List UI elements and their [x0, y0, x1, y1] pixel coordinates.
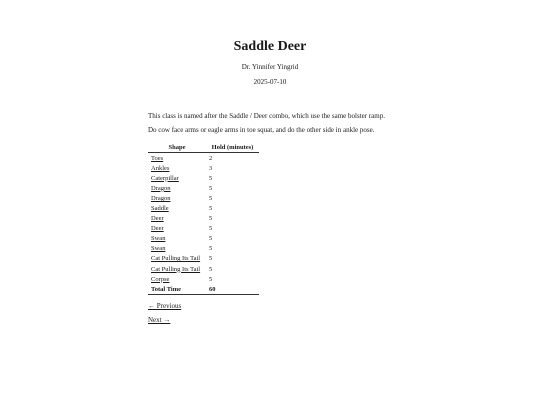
- next-link[interactable]: Next →: [148, 316, 171, 324]
- table-row: [148, 193, 259, 203]
- total-label: Total Time: [148, 284, 206, 295]
- hold-value: 5: [209, 205, 213, 213]
- hold-value: 5: [209, 275, 213, 283]
- table-row: [148, 163, 259, 173]
- shape-link[interactable]: Dragon: [151, 194, 171, 202]
- shape-link[interactable]: Toes: [151, 154, 164, 162]
- hold-value: 5: [209, 255, 213, 263]
- table-row: [148, 214, 259, 224]
- table-row: [148, 153, 259, 164]
- shape-link[interactable]: Deer: [151, 215, 164, 223]
- shape-link[interactable]: Saddle: [151, 205, 169, 213]
- shape-link[interactable]: Caterpillar: [151, 174, 179, 182]
- table-row: [148, 224, 259, 234]
- shape-link[interactable]: Cat Pulling Its Tail: [151, 265, 201, 273]
- hold-column-header: Hold (minutes): [206, 142, 259, 153]
- shape-link[interactable]: Swan: [151, 235, 166, 243]
- table-row: [148, 244, 259, 254]
- hold-value: 2: [209, 154, 213, 162]
- table-row: [148, 173, 259, 183]
- publish-date: 2025-07-10: [253, 78, 287, 86]
- table-header-row: [148, 142, 259, 153]
- hold-value: 5: [209, 245, 213, 253]
- author-name: Dr. Yinnifer Yingrid: [241, 63, 299, 71]
- hold-value: 5: [209, 215, 213, 223]
- instruction-paragraph: Do cow face arms or eagle arms in toe squat, and do the other side in ankle pose.: [148, 126, 375, 134]
- page-title: Saddle Deer: [233, 39, 307, 54]
- shape-link[interactable]: Deer: [151, 225, 164, 233]
- hold-value: 5: [209, 174, 213, 182]
- shapes-table: [148, 142, 259, 295]
- hold-value: 5: [209, 194, 213, 202]
- shape-link[interactable]: Corpse: [151, 275, 170, 283]
- total-row: [148, 284, 259, 295]
- shape-column-header: Shape: [148, 142, 206, 153]
- hold-value: 5: [209, 225, 213, 233]
- hold-value: 5: [209, 235, 213, 243]
- total-value: 60: [206, 284, 259, 295]
- table-row: [148, 264, 259, 274]
- hold-value: 3: [209, 164, 213, 172]
- shape-link[interactable]: Ankles: [151, 164, 170, 172]
- table-row: [148, 234, 259, 244]
- shape-link[interactable]: Dragon: [151, 184, 171, 192]
- table-row: [148, 254, 259, 264]
- intro-paragraph: This class is named after the Saddle / Deer combo, which use the same bolster ramp.: [148, 112, 385, 120]
- hold-value: 5: [209, 265, 213, 273]
- previous-link[interactable]: ← Previous: [148, 302, 182, 310]
- table-row: [148, 183, 259, 193]
- shape-link[interactable]: Swan: [151, 245, 166, 253]
- table-row: [148, 274, 259, 284]
- hold-value: 5: [209, 184, 213, 192]
- table-row: [148, 203, 259, 213]
- shape-link[interactable]: Cat Pulling Its Tail: [151, 255, 201, 263]
